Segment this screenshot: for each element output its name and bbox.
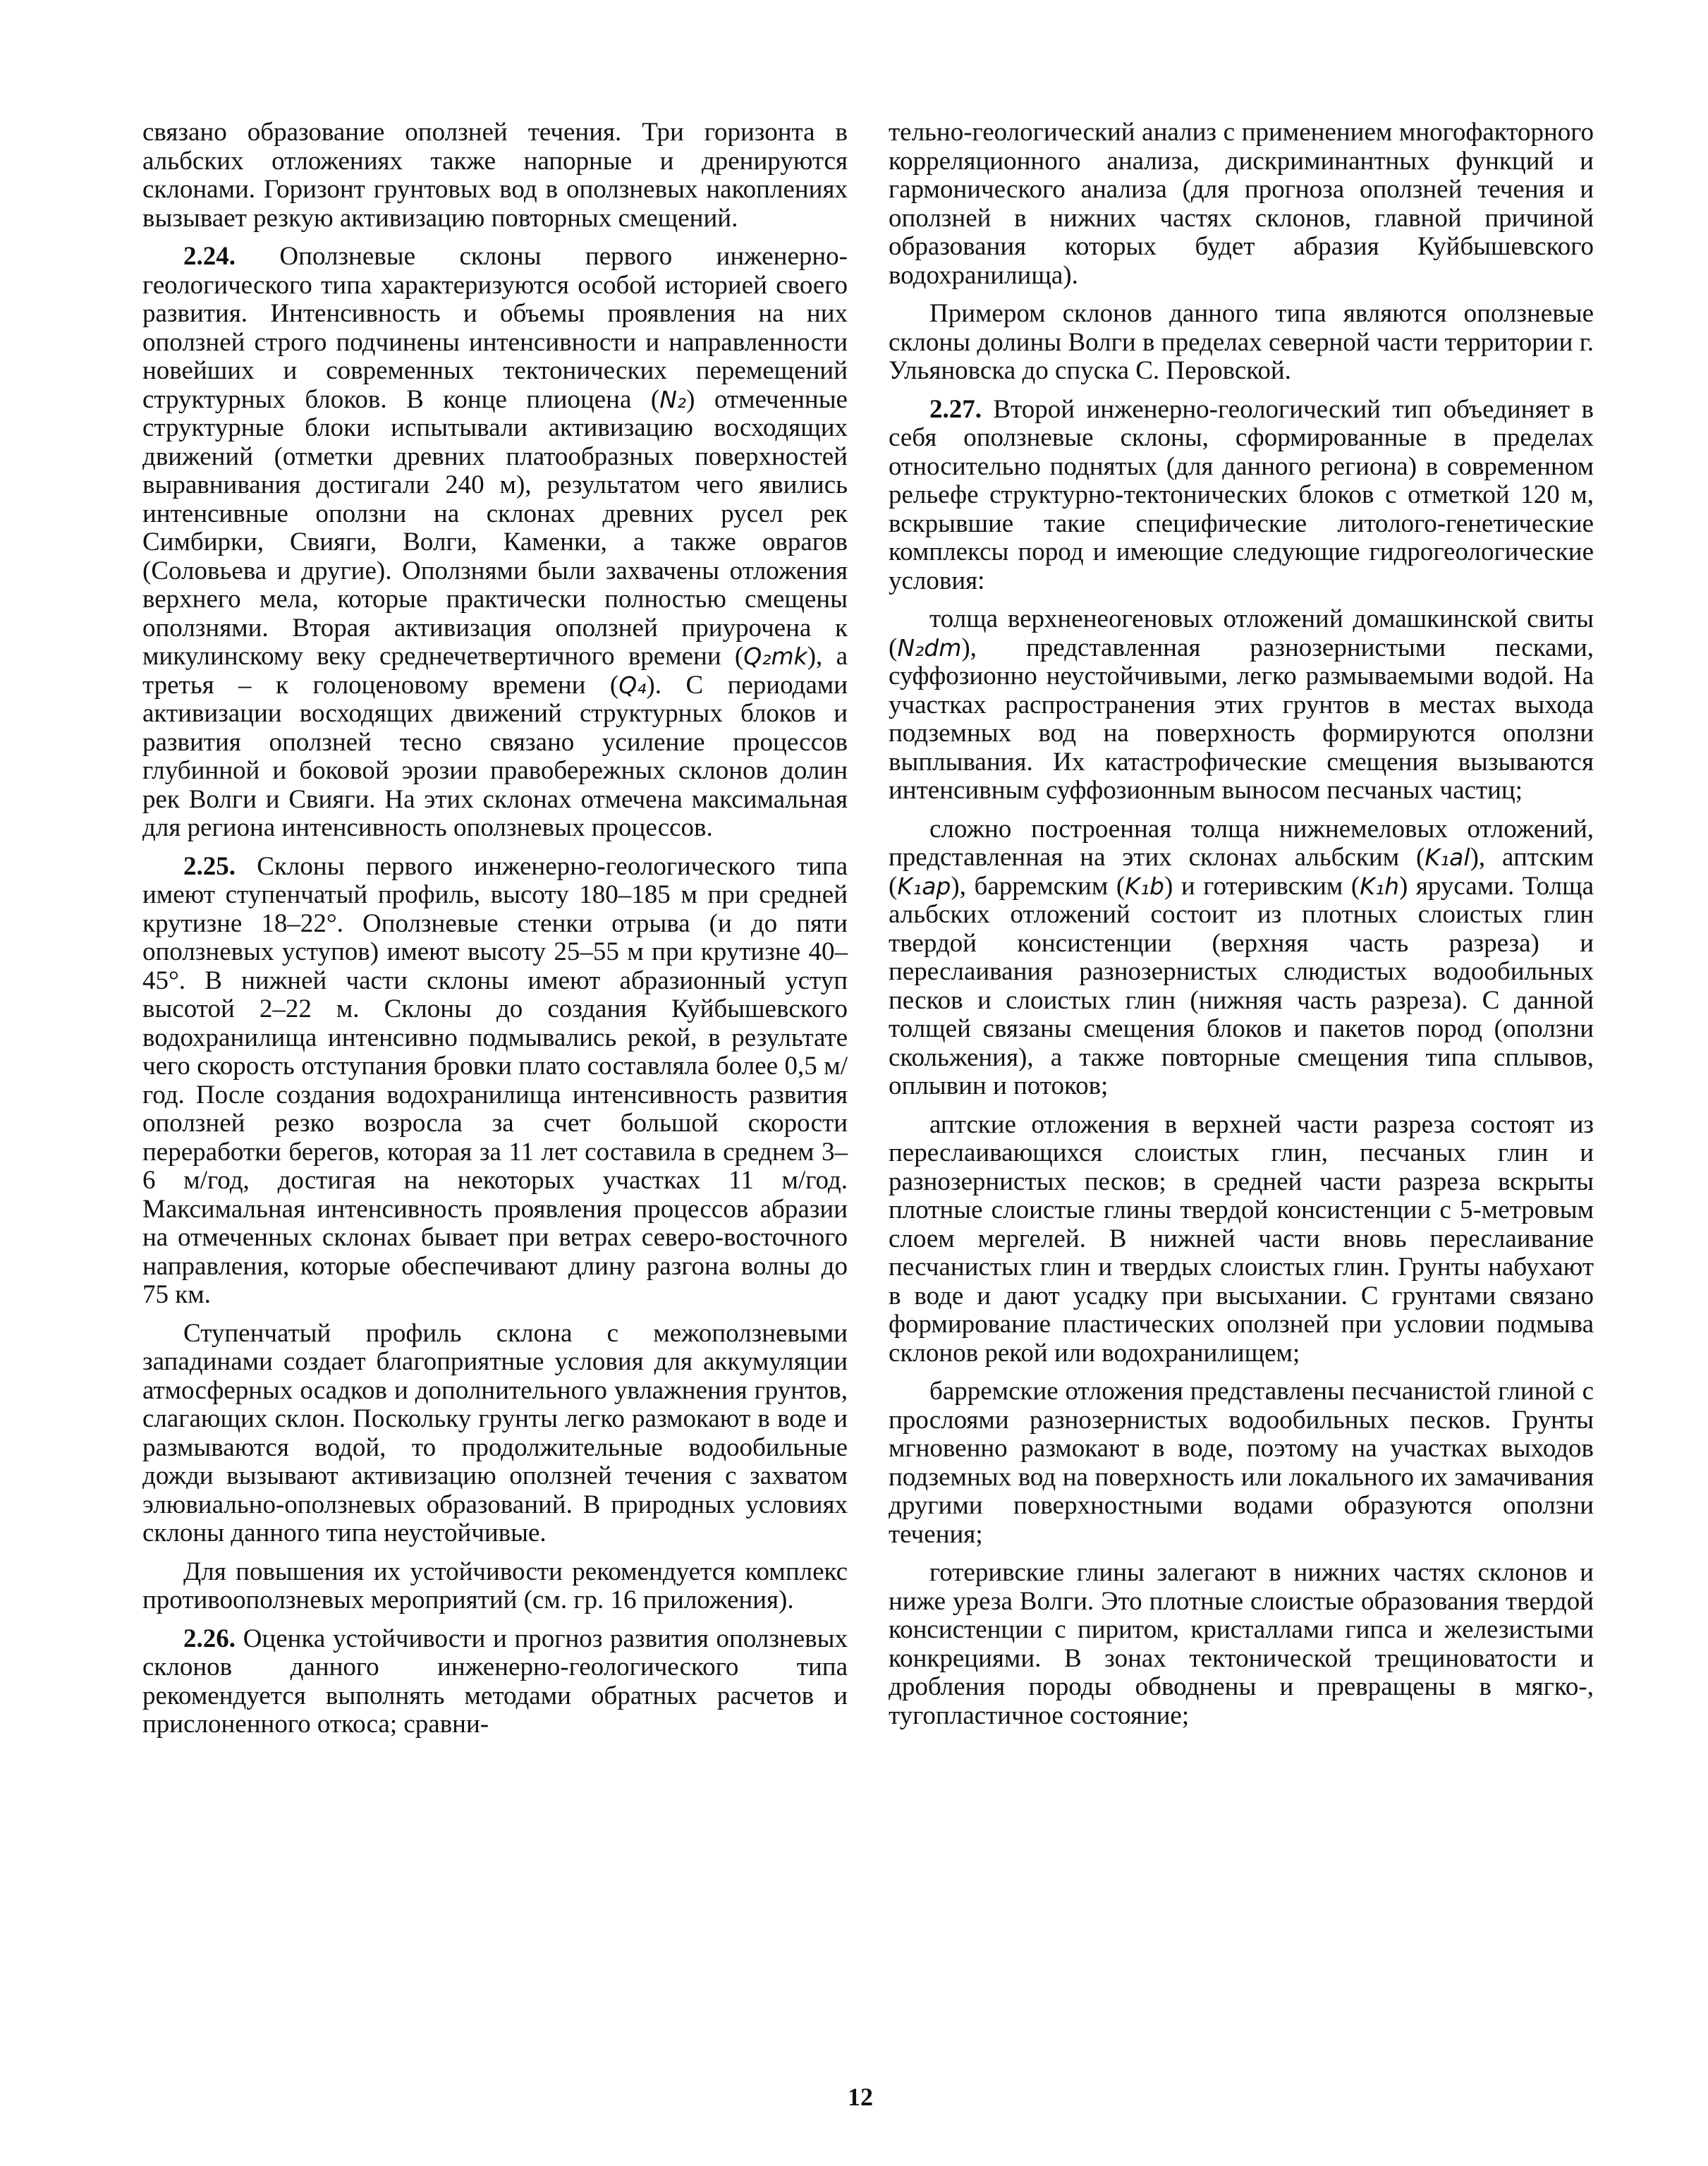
paragraph-text: ). С периодами активизации восходящих движений структурных блоков и развития оползней тесно связано усиление процессов глубинной и боковой эрозии правобережных склонов долин рек Волги и Свияги. На этих склонах отмечена максимальная для региона интенсивность оползневых процессов.: [142, 670, 848, 842]
paragraph-text: сложно построенная толща нижнемеловых отложений, представленная на этих склонах альбским (: [889, 814, 1594, 872]
paragraph: Примером склонов данного типа являются оползневые склоны долины Волги в пределах северной части территории г. Ульяновска до спуска С. Перовской.: [889, 299, 1594, 385]
list-item: готеривские глины залегают в нижних частях склонов и ниже уреза Волги. Это плотные слоистые образования твердой консистенции с пиритом, кристаллами гипса и железистыми конкрециями. В зонах тектонической трещиноватости и дробления породы обводнены и превращены в мягко-, тугопластичное состояние;: [889, 1558, 1594, 1730]
paragraph-text: ) отмеченные структурные блоки испытывали активизацию восходящих движений (отметки древних платообразных поверхностей выравнивания достигали 240 м), результатом чего явились интенсивные оползни на склонах древних русел рек Симбирки, Свияги, Волги, Каменки, а также оврагов (Соловьева и другие). Оползнями были захвачены отложения верхнего мела, которые практически полностью смещены оползнями. Вторая активизация оползней приурочена к микулинскому веку среднечетвертичного времени (: [142, 384, 848, 671]
paragraph: связано образование оползней течения. Три горизонта в альбских отложениях также напорные и дренируются склонами. Горизонт грунтовых вод в оползневых накоплениях вызывает резкую активизацию повторных смещений.: [142, 118, 848, 233]
formula: K₁b: [1125, 872, 1164, 900]
list-item: [889, 815, 1594, 1101]
left-column: [142, 118, 848, 1749]
paragraph-text: Оползневые склоны первого инженерно-геологического типа характеризуются особой историей своего развития. Интенсивность и объемы проявления на них оползней строго подчинены интенсивности и направленности новейших и современных тектонических перемещений структурных блоков. В конце плиоцена (: [142, 242, 848, 414]
paragraph-text: толща верхненеогеновых отложений домашкинской свиты (: [889, 604, 1594, 662]
paragraph: тельно-геологический анализ с применением многофакторного корреляционного анализа, дискриминантных функций и гармонического анализа (для прогноза оползней течения и оползней в нижних частях склонов, главной причиной образования которых будет абразия Куйбышевского водохранилища).: [889, 118, 1594, 290]
formula: K₁al: [1425, 844, 1470, 871]
paragraph-text: Второй инженерно-геологический тип объединяет в себя оползневые склоны, сформированные в пределах относительно поднятых (для данного региона) в современном рельефе структурно-тектонических блоков с отметкой 120 м, вскрывшие такие специфические литолого-генетические комплексы пород и имеющие следующие гидрогеологические условия:: [889, 394, 1594, 595]
section-2-25: [142, 853, 848, 1310]
formula: K₁h: [1360, 872, 1399, 900]
paragraph-text: ), а третья – к голоценовому времени (: [142, 642, 848, 700]
formula: N₂dm: [897, 633, 962, 662]
formula: Q₄: [618, 671, 647, 699]
paragraph-text: ) ярусами. Толща альбских отложений состоит из плотных слоистых глин твердой консистенции (верхняя часть разреза) и переслаивания разнозернистых слюдистых водообильных песков и слоистых глин (нижняя часть разреза). С данной толщей связаны смещения блоков и пакетов пород (оползни скольжения), а также повторные смещения типа сплывов, оплывин и потоков;: [889, 871, 1594, 1100]
paragraph-text: ), представленная разнозернистыми песками, суффозионно неустойчивыми, легко размываемыми водой. На участках распространения этих грунтов в местах выхода подземных вод на поверхность формируются оползни выплывания. Их катастрофические смещения вызываются интенсивным суффозионным выносом песчаных частиц;: [889, 633, 1594, 805]
list-item: аптские отложения в верхней части разреза состоят из переслаивающихся слоистых глин, песчаных глин и разнозернистых песков; в средней части разреза вскрыты плотные слоистые глины твердой консистенции с 5-метровым слоем мергелей. В нижней части вновь переслаивание песчанистых глин и твердых слоистых глин. Грунты набухают в воде и дают усадку при высыхании. С грунтами связано формирование пластических оползней при условии подмыва склонов рекой или водохранилищем;: [889, 1109, 1594, 1368]
page-number: 12: [848, 2083, 873, 2111]
section-number: 2.24.: [183, 242, 236, 271]
section-2-24: [142, 243, 848, 843]
section-2-27: [889, 396, 1594, 596]
section-number: 2.25.: [183, 851, 236, 881]
formula: K₁ap: [897, 872, 951, 900]
paragraph-text: ), аптским (: [889, 843, 1594, 901]
section-number: 2.27.: [929, 394, 982, 424]
list-item: барремские отложения представлены песчанистой глиной с прослоями разнозернистых водообильных песков. Грунты мгновенно размокают в воде, поэтому на участках выходов подземных вод на поверхность или локального их замачивания другими поверхностными водами образуются оползни течения;: [889, 1377, 1594, 1549]
paragraph-text: ) и готеривским (: [1164, 871, 1360, 901]
paragraph: Ступенчатый профиль склона с межоползневыми западинами создает благоприятные условия для аккумуляции атмосферных осадков и дополнительного увлажнения грунтов, слагающих склон. Поскольку грунты легко размокают в воде и размываются водой, то продолжительные водообильные дожди вызывают активизацию оползней течения с захватом элювиально-оползневых образований. В природных условиях склоны данного типа неустойчивые.: [142, 1318, 848, 1547]
formula: Q₂mk: [743, 643, 807, 670]
right-column: [889, 118, 1594, 1740]
formula: N₂: [659, 385, 687, 413]
paragraph: Для повышения их устойчивости рекомендуется комплекс противооползневых мероприятий (см. гр. 16 приложения).: [142, 1557, 848, 1614]
paragraph-text: Склоны первого инженерно-геологического типа имеют ступенчатый профиль, высоту 180–185 м при средней крутизне 18–22°. Оползневые стенки отрыва (и до пяти оползневых уступов) имеют высоту 25–55 м при крутизне 40–45°. В нижней части склоны имеют абразионный уступ высотой 2–22 м. Склоны до создания Куйбышевского водохранилища интенсивно подмывались рекой, в результате чего скорость отступания бровки плато составляла более 0,5 м/год. После создания водохранилища интенсивность развития оползней резко возросла за счет большой скорости переработки берегов, которая за 11 лет составила в среднем 3–6 м/год, достигая на некоторых участках 11 м/год. Максимальная интенсивность проявления процессов абразии на отмеченных склонах бывает при ветрах северо-восточного направления, которые обеспечивают длину разгона волны до 75 км.: [142, 851, 848, 1309]
paragraph-text: ), барремским (: [951, 871, 1126, 901]
section-2-26: [142, 1625, 848, 1739]
paragraph-text: Оценка устойчивости и прогноз развития оползневых склонов данного инженерно-геологического типа рекомендуется выполнять методами обратных расчетов и прислоненного откоса; сравни-: [142, 1624, 848, 1739]
list-item: [889, 605, 1594, 805]
section-number: 2.26.: [183, 1624, 236, 1653]
